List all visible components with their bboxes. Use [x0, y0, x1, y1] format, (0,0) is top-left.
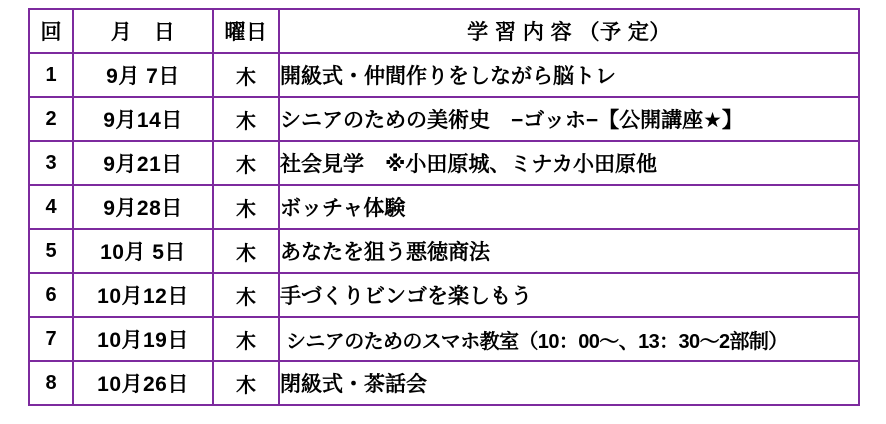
- row-number: 3: [29, 141, 73, 185]
- row-day: 木: [213, 53, 279, 97]
- row-date: 9月21日: [73, 141, 213, 185]
- row-number: 6: [29, 273, 73, 317]
- row-day: 木: [213, 97, 279, 141]
- row-date: 10月19日: [73, 317, 213, 361]
- row-number: 7: [29, 317, 73, 361]
- table-row: [29, 361, 859, 405]
- row-day: 木: [213, 273, 279, 317]
- table-row: [29, 229, 859, 273]
- row-number: 5: [29, 229, 73, 273]
- row-number: 8: [29, 361, 73, 405]
- row-day: 木: [213, 361, 279, 405]
- table-header-row: [29, 9, 859, 53]
- row-content: シニアのための美術史 −ゴッホ−【公開講座★】: [279, 97, 859, 141]
- row-date: 9月14日: [73, 97, 213, 141]
- column-header-no: 回: [29, 9, 73, 53]
- row-content: 手づくりビンゴを楽しもう: [279, 273, 859, 317]
- column-header-content: 学 習 内 容 （予 定）: [279, 9, 859, 53]
- row-content: シニアのためのスマホ教室（10：00〜、13：30〜2部制）: [279, 317, 859, 361]
- schedule-table: [28, 8, 860, 406]
- schedule-sheet: [0, 8, 886, 424]
- row-content: あなたを狙う悪徳商法: [279, 229, 859, 273]
- row-content: 閉級式・茶話会: [279, 361, 859, 405]
- row-date: 9月 7日: [73, 53, 213, 97]
- row-date: 10月 5日: [73, 229, 213, 273]
- row-day: 木: [213, 317, 279, 361]
- column-header-date: 月 日: [73, 9, 213, 53]
- row-number: 4: [29, 185, 73, 229]
- table-row: [29, 53, 859, 97]
- row-day: 木: [213, 185, 279, 229]
- table-row: [29, 185, 859, 229]
- column-header-day: 曜日: [213, 9, 279, 53]
- table-row: [29, 273, 859, 317]
- table-row: [29, 141, 859, 185]
- row-number: 1: [29, 53, 73, 97]
- row-number: 2: [29, 97, 73, 141]
- row-date: 10月26日: [73, 361, 213, 405]
- table-row: [29, 97, 859, 141]
- row-date: 10月12日: [73, 273, 213, 317]
- table-row: [29, 317, 859, 361]
- row-date: 9月28日: [73, 185, 213, 229]
- row-content: 開級式・仲間作りをしながら脳トレ: [279, 53, 859, 97]
- row-day: 木: [213, 229, 279, 273]
- row-content: 社会見学 ※小田原城、ミナカ小田原他: [279, 141, 859, 185]
- row-content: ボッチャ体験: [279, 185, 859, 229]
- row-day: 木: [213, 141, 279, 185]
